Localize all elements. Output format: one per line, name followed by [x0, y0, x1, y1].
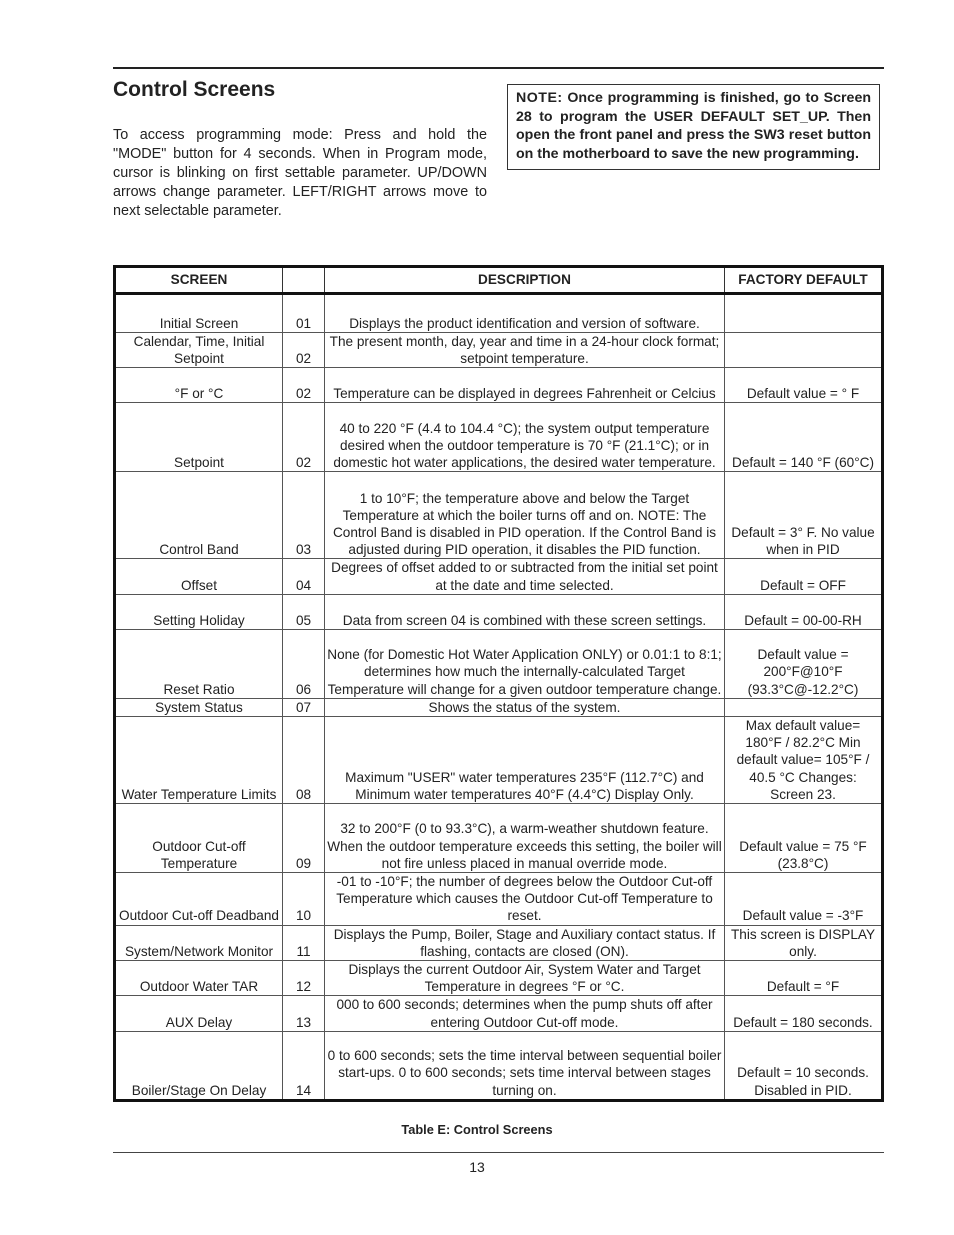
cell-number: 11 — [283, 925, 325, 960]
cell-number: 04 — [283, 559, 325, 594]
bottom-rule — [113, 1152, 884, 1153]
page-number: 13 — [469, 1159, 485, 1175]
table-row — [115, 594, 883, 629]
cell-description: 1 to 10°F; the temperature above and below the Target Temperature at which the boiler turns off and on. NOTE: The Control Band is disabled in PID operation. If the Control Band is adjusted during PID operation, it disables the PID function. — [325, 472, 725, 559]
cell-number: 05 — [283, 594, 325, 629]
cell-default: Default value = ° F — [725, 368, 883, 403]
header-description: DESCRIPTION — [325, 267, 725, 294]
note-label: NOTE: — [516, 90, 563, 106]
cell-screen: °F or °C — [115, 368, 283, 403]
cell-description: Displays the product identification and version of software. — [325, 294, 725, 333]
cell-description: Data from screen 04 is combined with these screen settings. — [325, 594, 725, 629]
cell-number: 09 — [283, 804, 325, 873]
top-rule — [113, 67, 884, 69]
cell-default: Default = °F — [725, 961, 883, 996]
cell-description: None (for Domestic Hot Water Application ONLY) or 0.01:1 to 8:1; determines how much the internally-calculated Target Temperature will change for a given outdoor temperature change. — [325, 629, 725, 698]
cell-screen: Water Temperature Limits — [115, 717, 283, 804]
cell-number: 12 — [283, 961, 325, 996]
table-caption: Table E: Control Screens — [401, 1122, 553, 1137]
header-number — [283, 267, 325, 294]
cell-screen: Outdoor Water TAR — [115, 961, 283, 996]
cell-description: 000 to 600 seconds; determines when the pump shuts off after entering Outdoor Cut-off mode. — [325, 996, 725, 1031]
cell-default — [725, 698, 883, 716]
cell-number: 02 — [283, 333, 325, 368]
cell-default: Default = OFF — [725, 559, 883, 594]
table-row — [115, 294, 883, 333]
cell-default: This screen is DISPLAY only. — [725, 925, 883, 960]
cell-number: 03 — [283, 472, 325, 559]
table-header-row — [115, 267, 883, 294]
note-text: Once programming is finished, go to Screen 28 to program the USER DEFAULT SET_UP. Then open the front panel and press the SW3 reset button on the motherboard to save the new programming. — [516, 90, 871, 162]
cell-screen: Control Band — [115, 472, 283, 559]
cell-screen: System/Network Monitor — [115, 925, 283, 960]
cell-default: Default = 10 seconds. Disabled in PID. — [725, 1031, 883, 1100]
cell-description: The present month, day, year and time in a 24-hour clock format; setpoint temperature. — [325, 333, 725, 368]
cell-default: Default value = 75 °F (23.8°C) — [725, 804, 883, 873]
table-row — [115, 629, 883, 698]
cell-screen: Setting Holiday — [115, 594, 283, 629]
cell-default: Default = 140 °F (60°C) — [725, 403, 883, 472]
table-row — [115, 472, 883, 559]
cell-number: 13 — [283, 996, 325, 1031]
header-factory-default: FACTORY DEFAULT — [725, 267, 883, 294]
header-screen: SCREEN — [115, 267, 283, 294]
cell-number: 14 — [283, 1031, 325, 1100]
cell-description: Shows the status of the system. — [325, 698, 725, 716]
cell-number: 10 — [283, 873, 325, 926]
table-row — [115, 368, 883, 403]
cell-default: Default = 180 seconds. — [725, 996, 883, 1031]
table-row — [115, 996, 883, 1031]
table-row — [115, 873, 883, 926]
cell-default — [725, 333, 883, 368]
cell-description: 0 to 600 seconds; sets the time interval between sequential boiler start-ups. 0 to 600 seconds; sets time interval between stages turning on. — [325, 1031, 725, 1100]
table-row — [115, 559, 883, 594]
cell-description: Displays the current Outdoor Air, System Water and Target Temperature in degrees °F or °C. — [325, 961, 725, 996]
cell-number: 02 — [283, 403, 325, 472]
cell-number: 01 — [283, 294, 325, 333]
cell-default — [725, 294, 883, 333]
cell-description: Temperature can be displayed in degrees Fahrenheit or Celcius — [325, 368, 725, 403]
cell-default: Default = 3° F. No value when in PID — [725, 472, 883, 559]
table-row — [115, 925, 883, 960]
cell-description: Displays the Pump, Boiler, Stage and Auxiliary contact status. If flashing, contacts are closed (ON). — [325, 925, 725, 960]
cell-screen: Offset — [115, 559, 283, 594]
cell-screen: AUX Delay — [115, 996, 283, 1031]
table-row — [115, 1031, 883, 1100]
page-title: Control Screens — [113, 78, 276, 101]
table-row — [115, 403, 883, 472]
cell-description: Degrees of offset added to or subtracted from the initial set point at the date and time selected. — [325, 559, 725, 594]
cell-description: -01 to -10°F; the number of degrees below the Outdoor Cut-off Temperature which causes the Outdoor Cut-off Temperature to reset. — [325, 873, 725, 926]
table-row — [115, 698, 883, 716]
cell-description: 40 to 220 °F (4.4 to 104.4 °C); the system output temperature desired when the outdoor temperature is 70 °F (21.1°C); or in domestic hot water applications, the desired water temperature. — [325, 403, 725, 472]
cell-default: Default value = -3°F — [725, 873, 883, 926]
cell-screen: System Status — [115, 698, 283, 716]
cell-number: 02 — [283, 368, 325, 403]
cell-screen: Reset Ratio — [115, 629, 283, 698]
cell-screen: Outdoor Cut-off Temperature — [115, 804, 283, 873]
table-row — [115, 717, 883, 804]
cell-number: 08 — [283, 717, 325, 804]
cell-description: 32 to 200°F (0 to 93.3°C), a warm-weather shutdown feature. When the outdoor temperature exceeds this setting, the boiler will not fire unless placed in manual override mode. — [325, 804, 725, 873]
cell-screen: Boiler/Stage On Delay — [115, 1031, 283, 1100]
table-row — [115, 333, 883, 368]
cell-number: 07 — [283, 698, 325, 716]
table-row — [115, 961, 883, 996]
cell-default: Default = 00-00-RH — [725, 594, 883, 629]
intro-paragraph: To access programming mode: Press and hold the "MODE" button for 4 seconds. When in Program mode, cursor is blinking on first settable parameter. UP/DOWN arrows change parameter. LEFT/RIGHT arrows move to next selectable parameter. — [113, 127, 487, 219]
cell-number: 06 — [283, 629, 325, 698]
cell-screen: Calendar, Time, Initial Setpoint — [115, 333, 283, 368]
cell-screen: Initial Screen — [115, 294, 283, 333]
cell-screen: Setpoint — [115, 403, 283, 472]
table-row — [115, 804, 883, 873]
cell-default: Max default value= 180°F / 82.2°C Min default value= 105°F / 40.5 °C Changes: Screen 23. — [725, 717, 883, 804]
cell-screen: Outdoor Cut-off Deadband — [115, 873, 283, 926]
control-screens-table — [113, 265, 884, 1102]
cell-description: Maximum "USER" water temperatures 235°F (112.7°C) and Minimum water temperatures 40°F (4.4°C) Display Only. — [325, 717, 725, 804]
note-box — [507, 84, 880, 170]
cell-default: Default value = 200°F@10°F (93.3°C@-12.2°C) — [725, 629, 883, 698]
